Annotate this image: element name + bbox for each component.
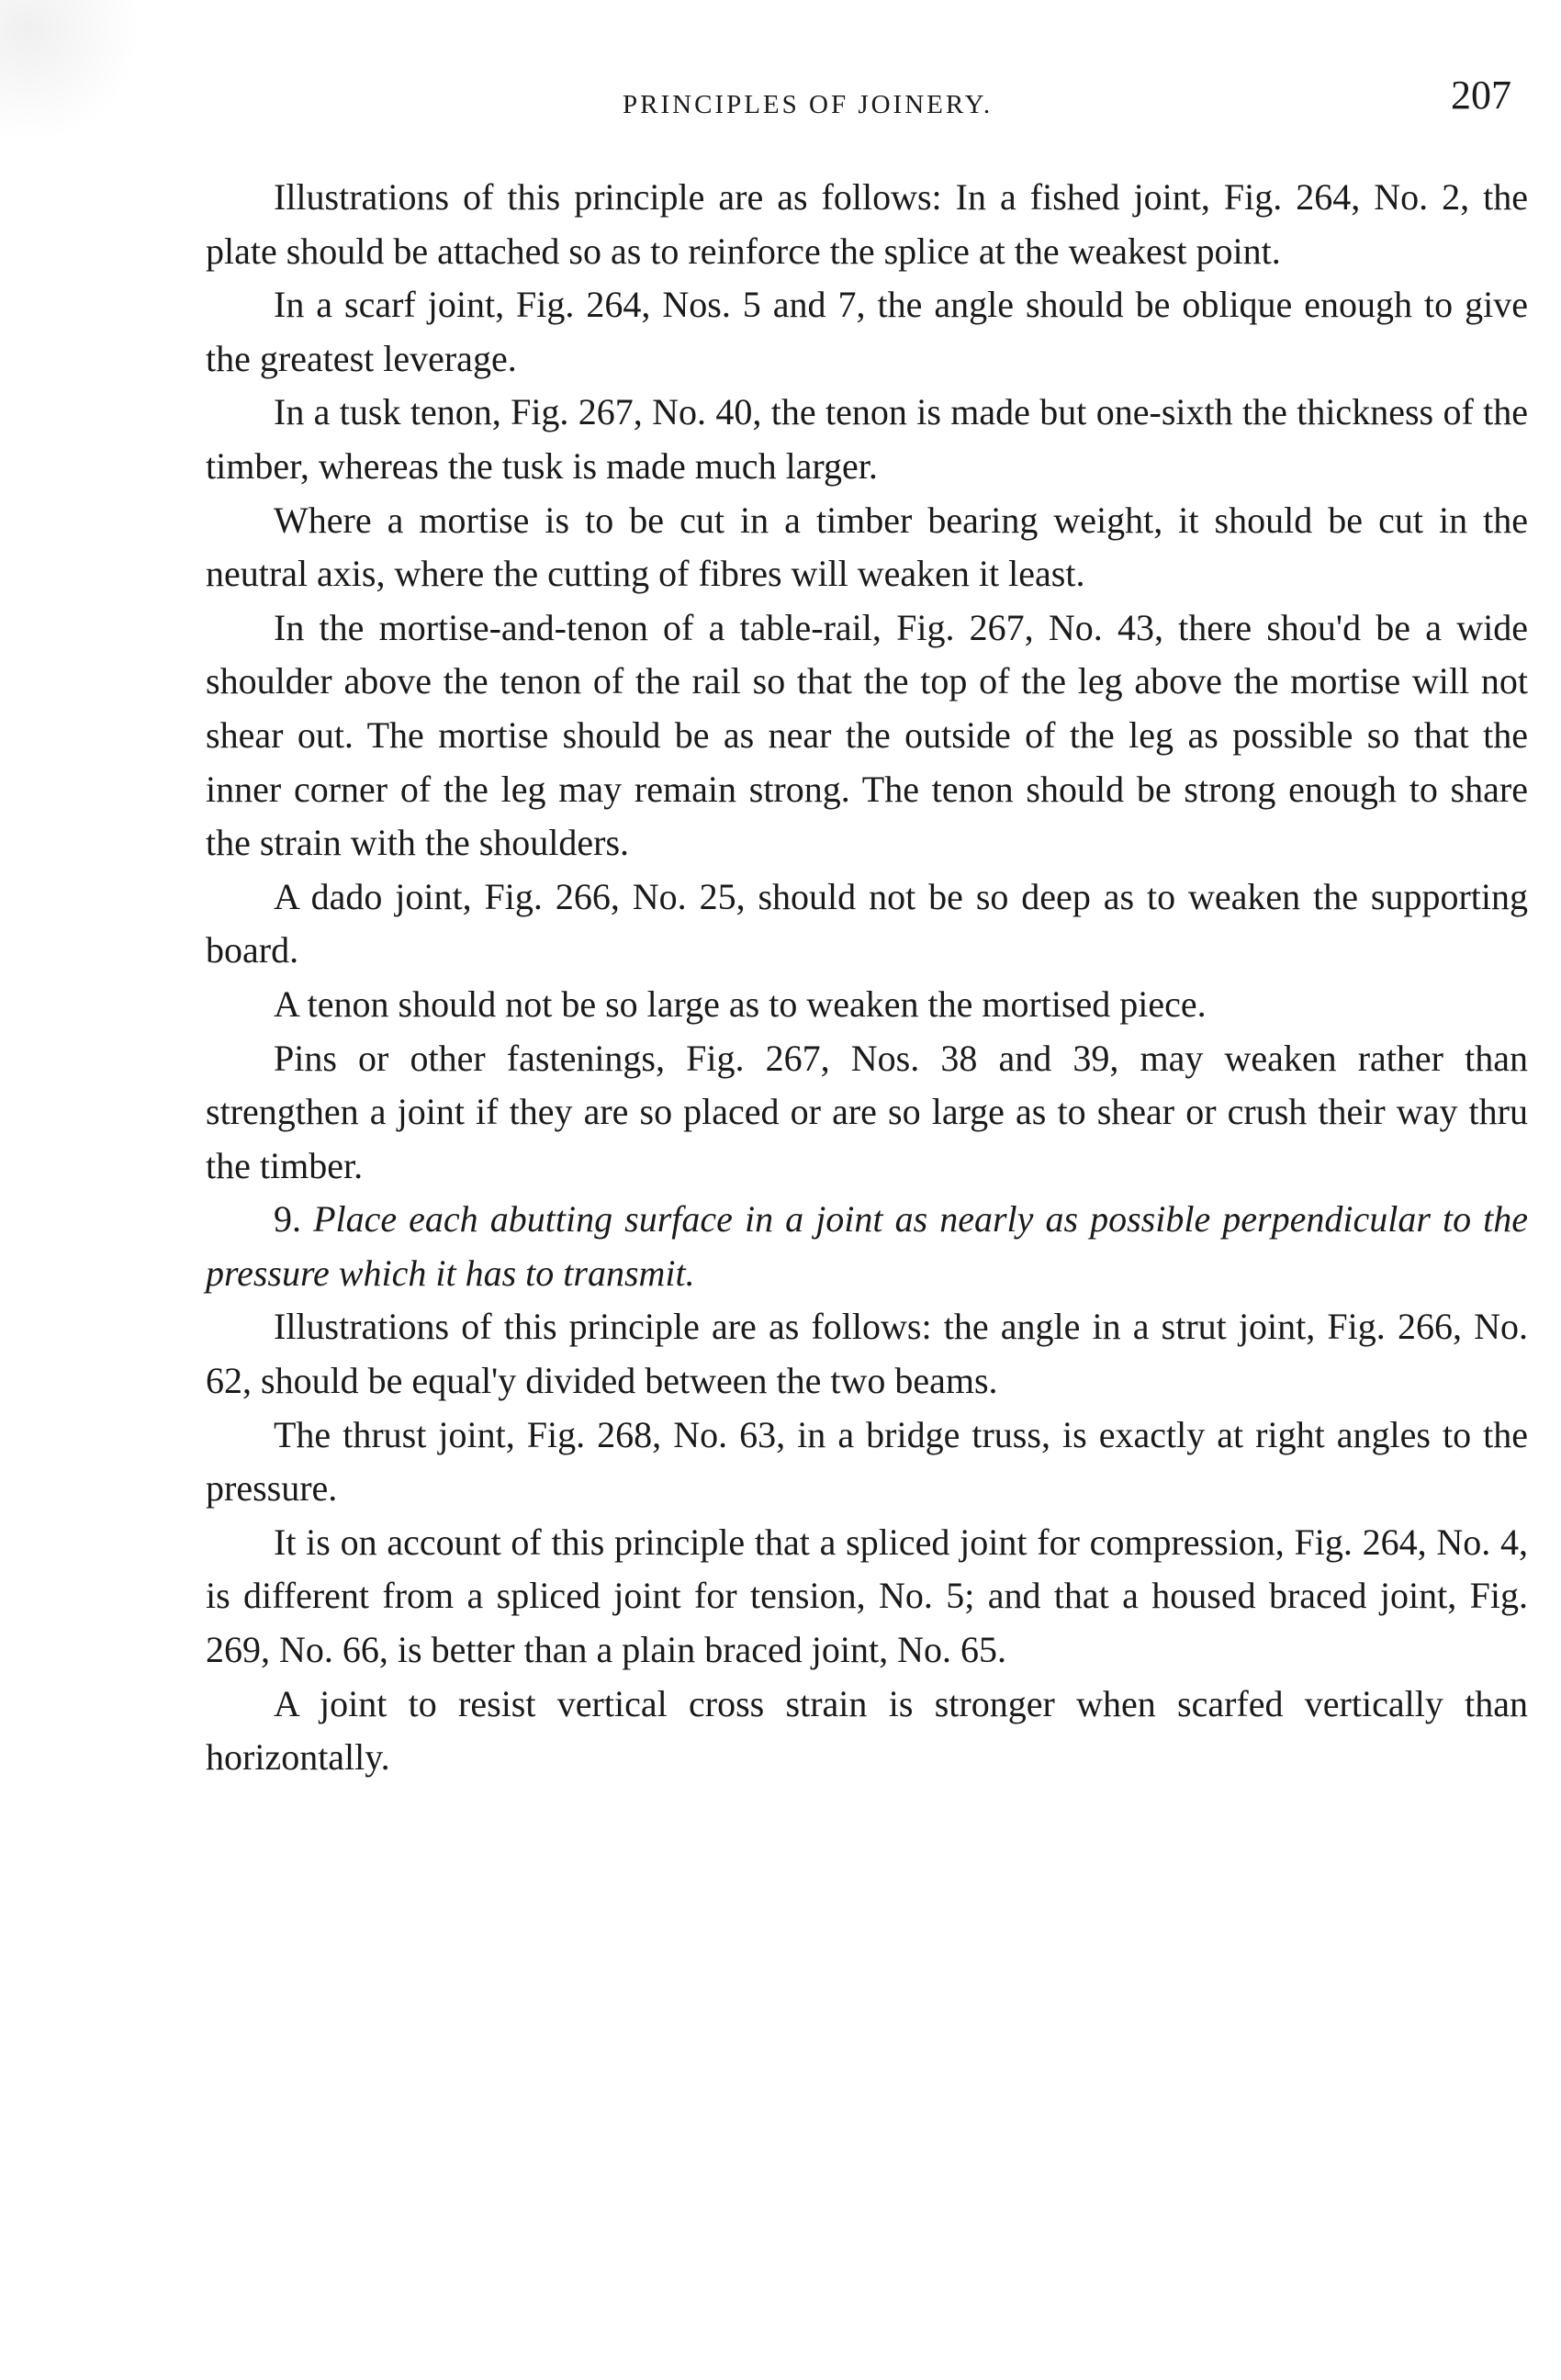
principle-statement: Place each abutting surface in a joint as nearly as possible perpendicular to the pressure which it has to transmit.	[206, 1198, 1528, 1294]
paragraph: In a scarf joint, Fig. 264, Nos. 5 and 7, the angle should be oblique enough to give the greatest leverage.	[206, 284, 1528, 379]
principle-paragraph	[206, 1193, 1528, 1300]
paragraph: Illustrations of this principle are as follows: In a fished joint, Fig. 264, No. 2, the plate should be attached so as to reinforce the splice at the weakest point.	[206, 176, 1528, 272]
paragraph: A dado joint, Fig. 266, No. 25, should not be so deep as to weaken the supporting board.	[206, 875, 1528, 971]
paragraph: A tenon should not be so large as to weaken the mortised piece.	[274, 982, 1207, 1025]
paragraph: The thrust joint, Fig. 268, No. 63, in a bridge truss, is exactly at right angles to the pressure.	[206, 1413, 1528, 1510]
principle-number: 9.	[274, 1198, 301, 1241]
paragraph: Illustrations of this principle are as follows: the angle in a strut joint, Fig. 266, No. 62, should be equal'y divided between the two beams.	[206, 1306, 1528, 1402]
body-text	[206, 171, 1528, 1785]
paragraph: It is on account of this principle that a spliced joint for compression, Fig. 264, No. 4, is different from a spliced joint for tension, No. 5; and that a housed braced joint, Fig. 269, No. 66, is better than a plain braced joint, No. 65.	[206, 1521, 1528, 1671]
paragraph: Where a mortise is to be cut in a timber bearing weight, it should be cut in the neutral axis, where the cutting of fibres will weaken it least.	[206, 499, 1528, 595]
page-number: 207	[1451, 73, 1511, 118]
paragraph: Pins or other fastenings, Fig. 267, Nos. 38 and 39, may weaken rather than strengthen a joint if they are so placed or are so large as to shear or crush their way thru the timber.	[206, 1037, 1528, 1186]
running-title: PRINCIPLES OF JOINERY.	[623, 90, 994, 119]
paragraph: In a tusk tenon, Fig. 267, No. 40, the tenon is made but one-sixth the thickness of the timber, whereas the tusk is made much larger.	[206, 391, 1528, 487]
page-header	[0, 64, 1561, 129]
paragraph: A joint to resist vertical cross strain is stronger when scarfed vertically than horizontally.	[206, 1682, 1528, 1779]
paragraph: In the mortise-and-tenon of a table-rail, Fig. 267, No. 43, there shou'd be a wide shoulder above the tenon of the rail so that the top of the leg above the mortise will not shear out. The mortise should be as near the outside of the leg as possible so that the inner corner of the leg may remain strong. The tenon should be strong enough to share the strain with the shoulders.	[206, 606, 1528, 864]
